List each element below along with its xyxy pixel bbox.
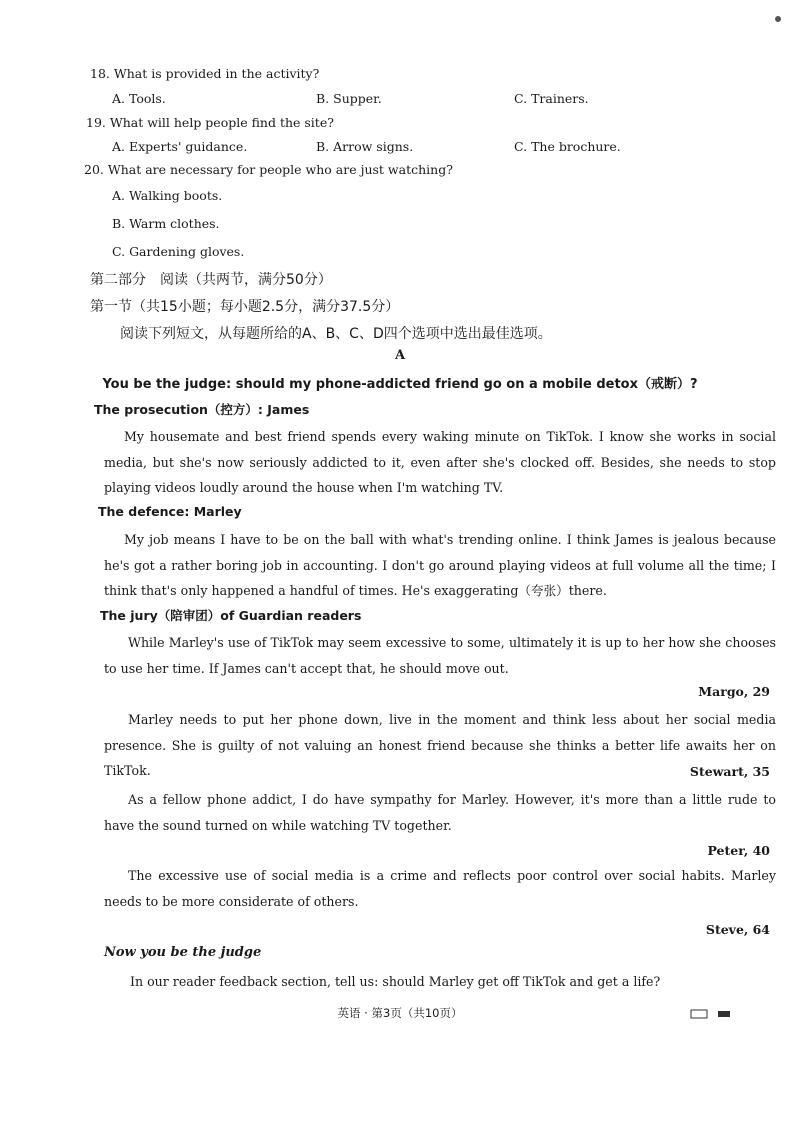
jury-heading: The jury（陪审团）of Guardian readers [100,608,362,623]
option: B. Supper. [316,91,382,106]
print-mark-icon [690,1008,734,1020]
question-number: 20 [84,162,100,177]
opinion-text: The excessive use of social media is a crime and reflects poor control over social habits. Marley needs to be more considerate of others. [104,868,776,909]
option: A. Tools. [112,91,166,106]
prosecution-text: My housemate and best friend spends every waking minute on TikTok. I know she works in social media, but she's now seriously addicted to it, even after she's clocked off. Besides, she needs to stop playing videos loudly around the house when I'm watching TV. [104,429,776,495]
passage-label: A [394,348,406,363]
defence-text: My job means I have to be on the ball with what's trending online. I think James is jealous because he's got a rather boring job in accounting. I don't go around playing videos at full volume all the time; I think that's only happened a handful of times. He's exaggerating（夸张）there. [104,532,776,598]
option: A. Walking boots. [112,188,223,203]
article-title: You be the judge: should my phone-addicted friend go on a mobile detox（戒断）? [102,377,698,392]
question-text: What are necessary for people who are just watching? [107,162,453,177]
opinion-signature: Stewart, 35 [689,764,770,779]
question-number: 18 [90,66,106,81]
part-heading: 第二部分 阅读（共两节，满分50分） [90,272,332,288]
question-18: 18. What is provided in the activity? [90,66,320,81]
question-text: What is provided in the activity? [113,66,320,81]
option: B. Arrow signs. [316,139,414,154]
question-20: 20. What are necessary for people who are just watching? [84,162,453,177]
question-number: 19 [86,115,102,130]
page-footer: 英语 · 第3页（共10页） [337,1006,463,1020]
opinion-signature: Peter, 40 [707,843,770,858]
instructions: 阅读下列短文，从每题所给的A、B、C、D四个选项中选出最佳选项。 [120,326,552,342]
defence-heading: The defence: Marley [98,504,242,519]
opinion-text: As a fellow phone addict, I do have sympathy for Marley. However, it's more than a little rude to have the sound turned on while watching TV together. [104,792,776,833]
opinion-signature: Margo, 29 [698,684,770,699]
opinion-signature: Steve, 64 [705,922,770,937]
prosecution-heading: The prosecution（控方）: James [94,402,310,417]
question-19: 19. What will help people find the site? [86,115,334,130]
option: C. Trainers. [514,91,589,106]
option: C. The brochure. [514,139,621,154]
section-heading: 第一节（共15小题；每小题2.5分，满分37.5分） [90,299,400,315]
opinion-text: While Marley's use of TikTok may seem excessive to some, ultimately it is up to her how she chooses to use her time. If James can't accept that, he should move out. [104,635,776,676]
opinion-text: Marley needs to put her phone down, live in the moment and think less about her social media presence. She is guilty of not valuing an honest friend because she thinks a better life awaits her on TikTok. [104,712,776,778]
judge-heading: Now you be the judge [104,945,262,960]
judge-text: In our reader feedback section, tell us: should Marley get off TikTok and get a life? [130,974,661,989]
question-text: What will help people find the site? [109,115,334,130]
corner-dot-icon [773,14,783,24]
option: B. Warm clothes. [112,216,220,231]
option: C. Gardening gloves. [112,244,245,259]
option: A. Experts' guidance. [112,139,248,154]
